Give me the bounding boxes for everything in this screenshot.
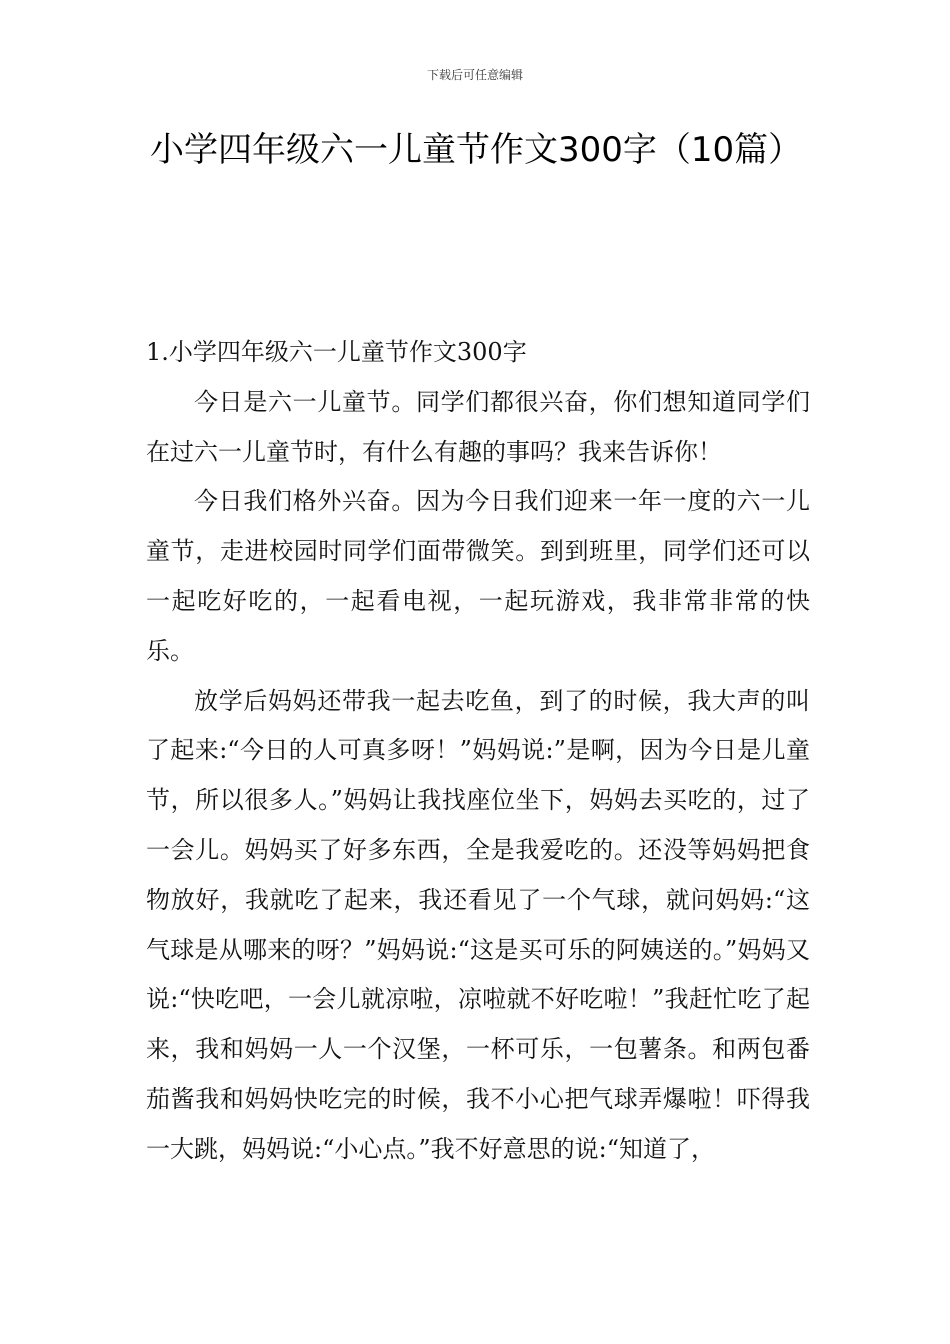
- paragraph-3: 放学后妈妈还带我一起去吃鱼，到了的时候，我大声的叫了起来:“今日的人可真多呀！”妈妈说:”是啊，因为今日是儿童节，所以很多人。”妈妈让我找座位坐下，妈妈去买吃的，过了一会儿。妈妈买了好多东西，全是我爱吃的。还没等妈妈把食物放好，我就吃了起来，我还看见了一个气球，就问妈妈:“这气球是从哪来的呀？”妈妈说:“这是买可乐的阿姨送的。”妈妈又说:“快吃吧，一会儿就凉啦，凉啦就不好吃啦！”我赶忙吃了起来，我和妈妈一人一个汉堡，一杯可乐，一包薯条。和两包番茄酱我和妈妈快吃完的时候，我不小心把气球弄爆啦！吓得我一大跳，妈妈说:“小心点。”我不好意思的说:“知道了，: [146, 686, 810, 1163]
- header-note: 下载后可任意编辑: [426, 68, 523, 82]
- document-body: [146, 328, 810, 1175]
- section-heading: 1.小学四年级六一儿童节作文300字: [146, 338, 527, 366]
- document-title: 小学四年级六一儿童节作文300字（10篇）: [150, 130, 803, 170]
- paragraph-1: 今日是六一儿童节。同学们都很兴奋，你们想知道同学们在过六一儿童节时，有什么有趣的事吗？我来告诉你！: [146, 387, 810, 466]
- paragraph-2: 今日我们格外兴奋。因为今日我们迎来一年一度的六一儿童节，走进校园时同学们面带微笑。到到班里，同学们还可以一起吃好吃的，一起看电视，一起玩游戏，我非常非常的快乐。: [146, 487, 810, 665]
